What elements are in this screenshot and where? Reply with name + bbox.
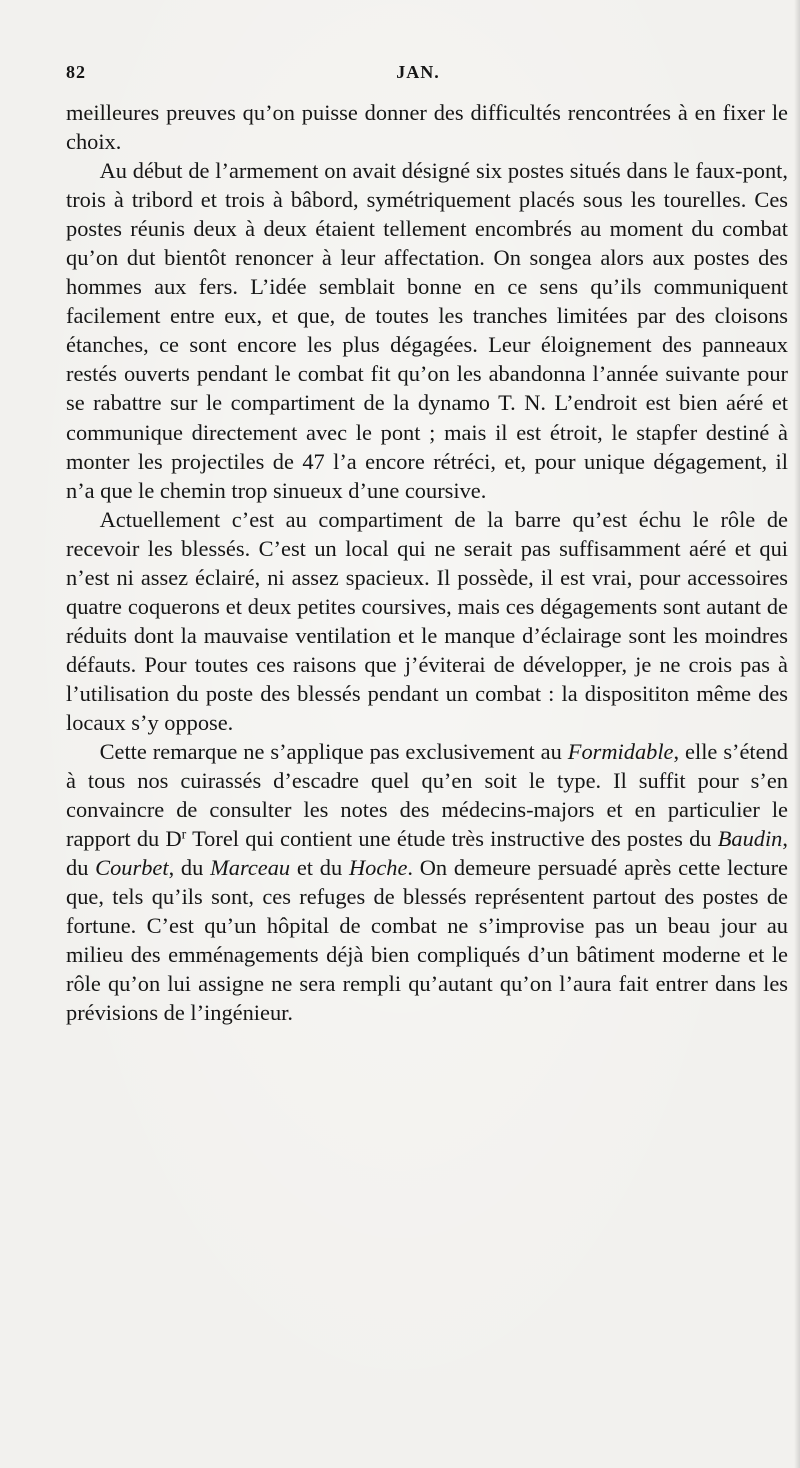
text-run: , elle s’étend à tous nos cuirassés d’escadre quel qu’en soit le type. Il suffit pour s’en convaincre de consulter les notes des médecins-majors et en particulier le rapport du D (66, 739, 788, 852)
paragraph-continued: meilleures preuves qu’on puisse donner des difficultés rencontrées à en fixer le choix. (66, 100, 788, 155)
text-run: . On demeure persuadé après cette lecture que, tels qu’ils sont, ces refuges de blessés représentent partout des postes de fortune. C’est qu’un hôpital de combat ne s’improvise pas un beau jour au milieu des emménagements déjà bien compliqués d’un bâtiment moderne et le rôle qu’on lui assigne ne sera rempli qu’autant qu’on l’aura fait entrer dans les prévisions de l’ingénieur. (66, 855, 788, 1026)
running-title: JAN. (396, 62, 440, 82)
page-edge-shadow (794, 0, 800, 1468)
page-number: 82 (66, 62, 86, 82)
ship-name-hoche: Hoche (348, 855, 408, 881)
ship-name-formidable: Formidable (567, 739, 674, 765)
paragraph-remarque (66, 737, 788, 1027)
text-run: , du (66, 826, 788, 881)
page-header (62, 60, 774, 90)
ship-name-baudin: Baudin (717, 826, 783, 852)
paragraph-armement: Au début de l’armement on avait désigné six postes situés dans le faux-pont, trois à tribord et trois à bâbord, symétriquement placés sous les tourelles. Ces postes réunis deux à deux étaient tellement encombrés au moment du combat qu’on dut bientôt renoncer à leur affectation. On songea alors aux postes des hommes aux fers. L’idée semblait bonne en ce sens qu’ils communiquent facilement entre eux, et que, de toutes les tranches limitées par des cloisons étanches, ce sont encore les plus dégagées. Leur éloignement des panneaux restés ouverts pendant le combat fit qu’on les abandonna l’année suivante pour se rabattre sur le compartiment de la dynamo T. N. L’endroit est bien aéré et communique directement avec le pont ; mais il est étroit, le stapfer destiné à monter les projectiles de 47 l’a encore rétréci, et, pour unique dégagement, il n’a que le chemin trop sinueux d’une coursive. (66, 158, 788, 503)
text-run: Cette remarque ne s’applique pas exclusivement au (99, 739, 568, 765)
ship-name-marceau: Marceau (210, 855, 291, 881)
superscript-r: r (181, 827, 187, 843)
paragraph-compartiment-barre: Actuellement c’est au compartiment de la barre qu’est échu le rôle de recevoir les blessés. C’est un local qui ne serait pas suffisamment aéré et qui n’est ni assez éclairé, ni assez spacieux. Il possède, il est vrai, pour accessoires quatre coquerons et deux petites coursives, mais ces dégagements sont autant de réduits dont la mauvaise ventilation et le manque d’éclairage sont les moindres défauts. Pour toutes ces raisons que j’éviterai de développer, je ne crois pas à l’utilisation du poste des blessés pendant un combat : la disposititon même des locaux s’y oppose. (66, 506, 788, 735)
text-run: Torel qui contient une étude très instructive des postes du (186, 826, 718, 852)
text-run: et du (290, 855, 349, 881)
body-text (66, 98, 788, 1028)
text-run: , du (168, 855, 211, 881)
ship-name-courbet: Courbet (95, 855, 169, 881)
